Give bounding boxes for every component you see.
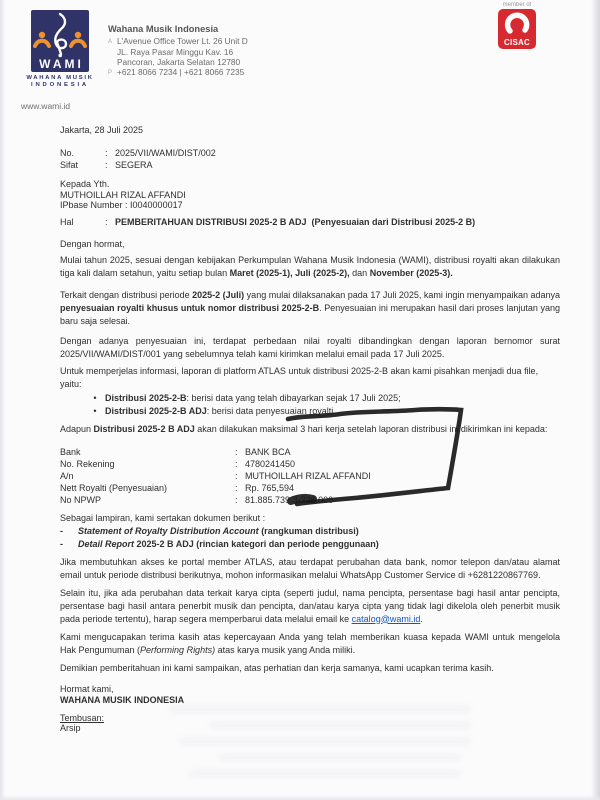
- paragraph-catalog-update: Selain itu, jika ada perubahan data terkait karya cipta (seperti judul, nama pencipta, persentase bagi hasil antar pencipta, persentase bagi hasil antara penerbit musik dan pencipta, dan/atau karya cipta yang tidak lagi dikelola oleh penerbit musik pada periode tertentu), harap segera memperbarui data melalui email ke catalog@wami.id.: [60, 587, 560, 624]
- file-bullet-list: [60, 392, 560, 419]
- subject-title: PEMBERITAHUAN DISTRIBUSI 2025-2 B ADJ (Penyesuaian dari Distribusi 2025-2 B): [115, 216, 476, 227]
- greeting: Dengan hormat,: [60, 238, 125, 249]
- address-line: Pancoran, Jakarta Selatan 12780: [117, 57, 241, 67]
- meta-row-no: No. : 2025/VII/WAMI/DIST/002: [60, 148, 216, 158]
- paragraph-close: Demikian pemberitahuan ini kami sampaikan, atas perhatian dan kerja samanya, kami ucapkan terima kasih.: [60, 662, 494, 673]
- cisac-logo: [497, 2, 537, 49]
- list-item: - Detail Report 2025-2 B ADJ (rincian kategori dan periode penggunaan): [60, 538, 379, 549]
- table-row: No NPWP : 81.885.739.3-326.000: [60, 494, 334, 505]
- recipient-salutation: Kepada Yth.: [60, 179, 110, 189]
- wami-logo: [20, 10, 100, 111]
- address-marker-spacer: [108, 57, 117, 67]
- cc-label: Tembusan:: [60, 712, 105, 723]
- wami-acronym: WAMI: [39, 57, 84, 71]
- phone-line: +621 8066 7234 | +621 8066 7235: [117, 67, 245, 77]
- paragraph-atlas-intro: Untuk memperjelas informasi, laporan di platform ATLAS untuk distribusi 2025-2-B akan kami pisahkan menjadi dua file, yaitu:: [60, 365, 539, 389]
- person-figure-right-icon: [71, 32, 85, 46]
- paragraph-atlas-access: Jika membutuhkan akses ke portal member ATLAS, atau terdapat perubahan data bank, nomor telepon dan/atau alamat email untuk periode distribusi berikutnya, mohon informasikan melalui WhatsApp Customer Service di +6281220867769.: [60, 556, 560, 580]
- list-item: - Statement of Royalty Distribution Account (rangkuman distribusi): [60, 525, 359, 536]
- account-number: 4780241450: [245, 458, 296, 469]
- meta-row-sifat: Sifat : SEGERA: [60, 160, 153, 170]
- page-bleed-through: [150, 706, 480, 786]
- address-marker-icon: A: [108, 39, 113, 45]
- recipient-block: [60, 179, 560, 211]
- closing-block: [60, 684, 560, 706]
- table-row: Nett Royalti (Penyesuaian) : Rp. 765,594: [60, 482, 295, 493]
- phone-marker-icon: P: [108, 70, 113, 76]
- list-item: • Distribusi 2025-2-B: berisi data yang telah dibayarkan sejak 17 Juli 2025;: [60, 392, 560, 406]
- paragraph-difference: Dengan adanya penyesuaian ini, terdapat perbedaan nilai royalti dibandingkan dengan laporan bernomor surat 2025/VII/WAMI/DIST/001 yang sebelumnya telah kami kirimkan melalui email pada 17 Juli 2025.: [60, 335, 560, 359]
- list-item: • Distribusi 2025-2-B ADJ: berisi data penyesuaian royalti.: [60, 405, 560, 419]
- letter-body: [60, 124, 560, 734]
- wami-org-line1: WAHANA MUSIK: [26, 75, 94, 81]
- company-name: Wahana Musik Indonesia: [108, 24, 219, 34]
- account-holder: MUTHOILLAH RIZAL AFFANDI: [245, 470, 371, 481]
- letter-urgency: SEGERA: [115, 160, 153, 170]
- bullet-icon: •: [93, 406, 97, 416]
- bank-name: BANK BCA: [245, 446, 291, 457]
- closing-salutation: Hormat kami,: [60, 683, 114, 694]
- table-row: A/n : MUTHOILLAH RIZAL AFFANDI: [60, 470, 371, 481]
- npwp-number: 81.885.739.3-326.000: [245, 494, 334, 505]
- photo-edge-bottom: [0, 795, 600, 800]
- photo-edge-left: [0, 0, 5, 800]
- address-marker-spacer: [108, 47, 117, 57]
- nett-royalty: Rp. 765,594: [245, 482, 295, 493]
- wami-logo-square: [31, 10, 89, 72]
- address-line: L'Avenue Office Tower Lt. 26 Unit D: [117, 36, 248, 46]
- dash-icon: -: [60, 525, 63, 536]
- subject-row: Hal : PEMBERITAHUAN DISTRIBUSI 2025-2 B ADJ (Penyesuaian dari Distribusi 2025-2 B): [60, 216, 476, 227]
- photo-edge-right: [591, 0, 600, 800]
- email-link[interactable]: catalog@wami.id: [351, 613, 421, 624]
- paragraph-payment-schedule: Adapun Distribusi 2025-2 B ADJ akan dilakukan maksimal 3 hari kerja setelah laporan distribusi ini dikirimkan ini kepada:: [60, 423, 548, 434]
- company-address-block: [108, 24, 248, 78]
- attachments-intro: Sebagai lampiran, kami sertakan dokumen berikut :: [60, 512, 266, 523]
- closing-company: WAHANA MUSIK INDONESIA: [60, 694, 185, 705]
- dash-icon: -: [60, 538, 63, 549]
- paragraph-adjustment: Terkait dengan distribusi periode 2025-2 (Juli) yang mulai dilaksanakan pada 17 Juli 2025, kami ingin menyampaikan adanya penyesuaian royalti khusus untuk nomor distribusi 2025-2-B. Penyesuaian ini merupakan hasil dari proses lanjutan yang baru saja selesai.: [60, 289, 561, 326]
- address-line: JL. Raya Pasar Minggu Kav. 16: [117, 47, 234, 57]
- table-row: Bank : BANK BCA: [60, 446, 291, 457]
- paragraph-thanks: Kami mengucapakan terima kasih atas kepercayaan Anda yang telah memberikan kuasa kepada WAMI untuk mengelola Hak Pengumuman (Performing Rights) atas karya musik yang Anda miliki.: [60, 631, 560, 655]
- recipient-ipbase: IPbase Number : I0040000017: [60, 200, 183, 210]
- letter-meta-fields: [60, 147, 560, 171]
- website-url: www.wami.id: [21, 101, 71, 111]
- date-line: Jakarta, 28 Juli 2025: [60, 125, 144, 135]
- paragraph-policy: Mulai tahun 2025, sesuai dengan kebijakan Perkumpulan Wahana Musik Indonesia (WAMI), distribusi royalti akan dilakukan tiga kali dalam setahun, yaitu setiap bulan Maret (2025-1), Juli (2025-2), dan November (2025-3).: [60, 254, 560, 278]
- bank-details-table: [60, 446, 560, 506]
- treble-clef-icon: [31, 11, 89, 59]
- cisac-logo-box: [498, 9, 536, 49]
- bullet-icon: •: [93, 392, 97, 403]
- letter-number: 2025/VII/WAMI/DIST/002: [115, 148, 216, 158]
- table-row: No. Rekening : 4780241450: [60, 458, 296, 469]
- cisac-wordmark: CISAC: [504, 38, 530, 47]
- wami-org-line2: INDONESIA: [31, 82, 89, 88]
- person-figure-left-icon: [35, 32, 49, 46]
- recipient-name: MUTHOILLAH RIZAL AFFANDI: [60, 189, 186, 200]
- attachments-list: [60, 525, 560, 551]
- member-of-label: member of: [502, 2, 532, 8]
- cc-item: Arsip: [60, 723, 81, 733]
